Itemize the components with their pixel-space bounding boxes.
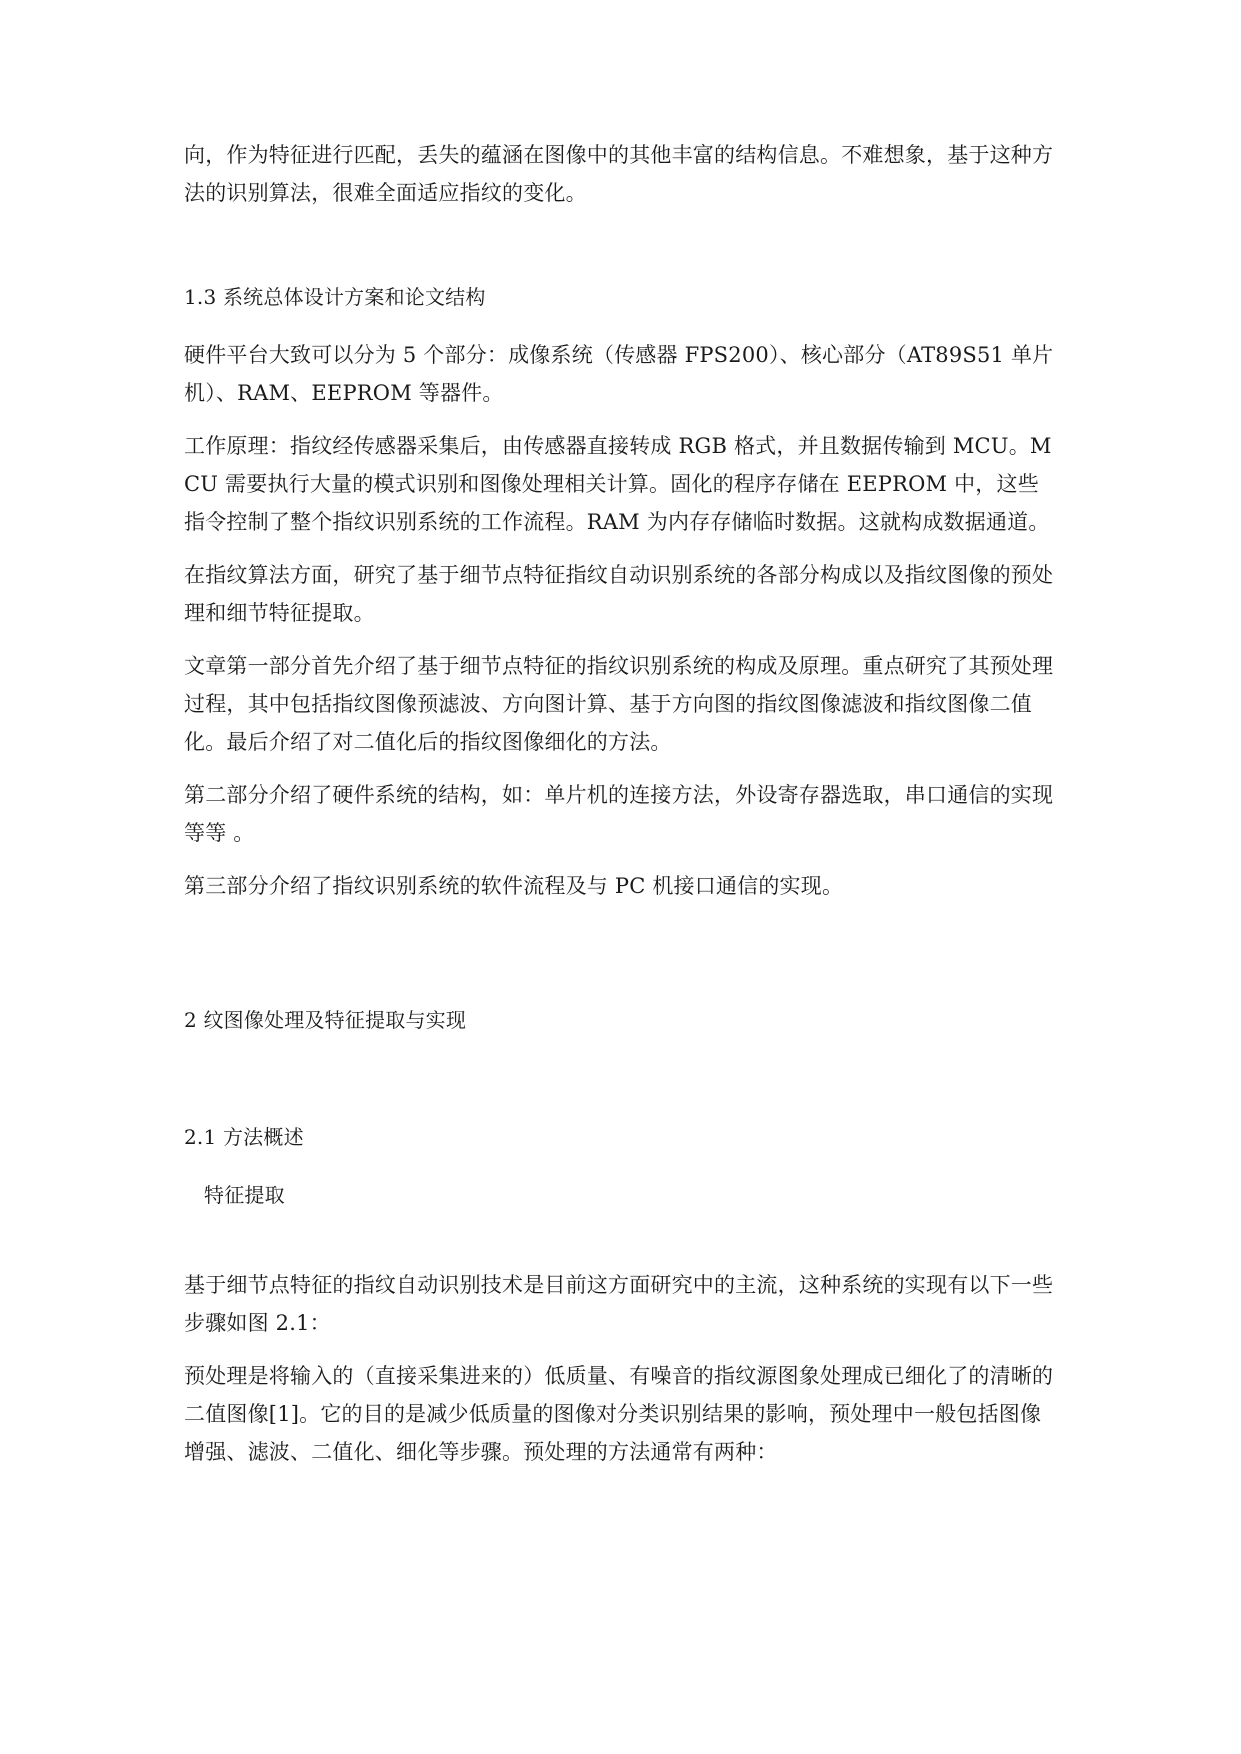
paragraph-working-principle: 工作原理：指纹经传感器采集后，由传感器直接转成 RGB 格式，并且数据传输到 MCU。MCU 需要执行大量的模式识别和图像处理相关计算。固化的程序存储在 EEPROM 中，这些指令控制了整个指纹识别系统的工作流程。RAM 为内存存储临时数据。这就构成数据通道。 (184, 434, 1052, 534)
section-heading-1-3: 1.3 系统总体设计方案和论文结构 (184, 285, 486, 309)
paragraph-preprocessing: 预处理是将输入的（直接采集进来的）低质量、有噪音的指纹源图象处理成已细化了的清晰的二值图像[1]。它的目的是减少低质量的图像对分类识别结果的影响，预处理中一般包括图像增强、滤波、二值化、细化等步骤。预处理的方法通常有两种： (184, 1364, 1054, 1464)
section-heading-2: 2 纹图像处理及特征提取与实现 (184, 1008, 467, 1032)
paragraph-part-three: 第三部分介绍了指纹识别系统的软件流程及与 PC 机接口通信的实现。 (184, 874, 844, 898)
paragraph-intro-continued: 向，作为特征进行匹配，丢失的蕴涵在图像中的其他丰富的结构信息。不难想象，基于这种方法的识别算法，很难全面适应指纹的变化。 (184, 143, 1054, 205)
paragraph-part-two: 第二部分介绍了硬件系统的结构，如：单片机的连接方法，外设寄存器选取，串口通信的实现等等 。 (184, 783, 1054, 845)
section-heading-2-1: 2.1 方法概述 (184, 1125, 304, 1149)
paragraph-hardware-platform: 硬件平台大致可以分为 5 个部分：成像系统（传感器 FPS200）、核心部分（AT89S51 单片机）、RAM、EEPROM 等器件。 (184, 343, 1054, 405)
paragraph-part-one: 文章第一部分首先介绍了基于细节点特征的指纹识别系统的构成及原理。重点研究了其预处理过程，其中包括指纹图像预滤波、方向图计算、基于方向图的指纹图像滤波和指纹图像二值化。最后介绍了对二值化后的指纹图像细化的方法。 (184, 654, 1054, 754)
paragraph-minutiae-based: 基于细节点特征的指纹自动识别技术是目前这方面研究中的主流，这种系统的实现有以下一些步骤如图 2.1： (184, 1273, 1054, 1335)
paragraph-algorithm: 在指纹算法方面，研究了基于细节点特征指纹自动识别系统的各部分构成以及指纹图像的预处理和细节特征提取。 (184, 563, 1054, 625)
subheading-feature-extraction: 特征提取 (204, 1183, 285, 1207)
